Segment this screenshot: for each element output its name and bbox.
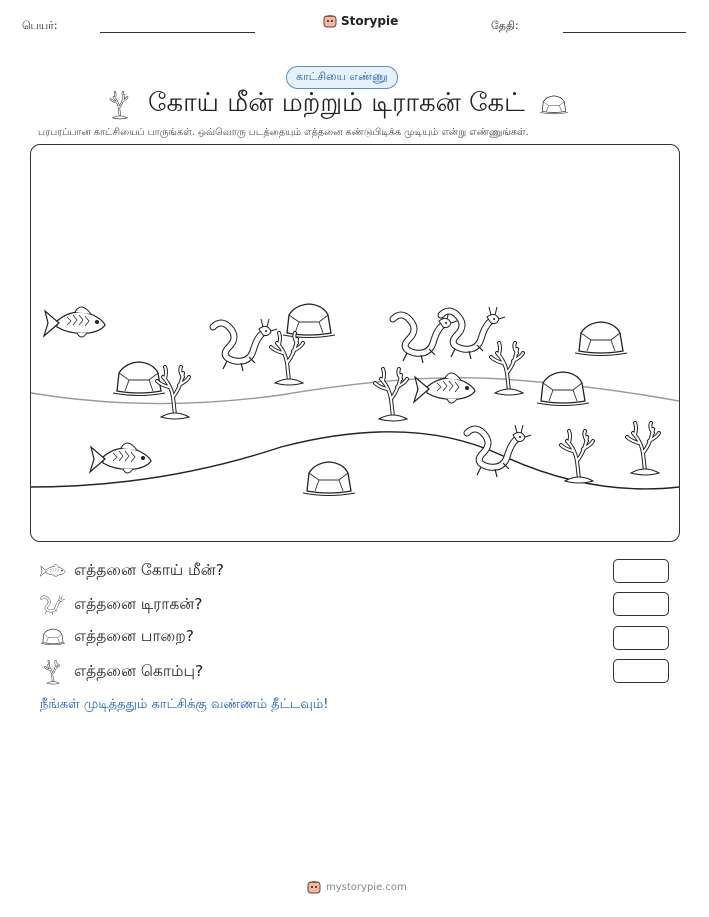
question-row	[40, 626, 194, 648]
antler-coral	[561, 431, 593, 483]
coloring-note: நீங்கள் முடித்ததும் காட்சிக்கு வண்ணம் தீட்டவும்!	[40, 697, 329, 712]
name-line[interactable]	[100, 32, 255, 33]
storypie-logo-icon	[307, 880, 321, 894]
date-line[interactable]	[563, 32, 686, 33]
koi-fish	[44, 307, 105, 337]
question-row	[40, 593, 203, 617]
rock	[303, 462, 355, 496]
dragon-icon	[40, 593, 66, 617]
brand-name: Storypie	[341, 14, 399, 28]
footer-url: mystorypie.com	[326, 881, 407, 893]
question-text: எத்தனை பாறை?	[74, 627, 194, 645]
date-label: தேதி:	[491, 19, 519, 32]
brand-logo	[323, 14, 398, 28]
antler-coral	[157, 367, 189, 419]
koi-fish-icon	[40, 560, 66, 582]
answer-box[interactable]	[613, 592, 669, 616]
storypie-logo-icon	[323, 14, 337, 28]
counting-scene	[30, 144, 680, 542]
footer	[307, 880, 407, 894]
answer-box[interactable]	[613, 559, 669, 583]
page-title-row	[106, 88, 569, 121]
dragon	[213, 319, 277, 371]
rock	[283, 304, 335, 338]
antler-coral	[491, 343, 523, 395]
question-row	[40, 659, 203, 685]
name-label: பெயர்:	[22, 19, 58, 32]
activity-badge: காட்சியை எண்ணு	[286, 66, 398, 89]
antler-coral	[375, 369, 407, 421]
koi-fish	[90, 443, 151, 473]
page-title: கோய் மீன் மற்றும் டிராகன் கேட்	[148, 88, 525, 118]
antler-coral	[271, 333, 303, 385]
antler-coral	[627, 423, 659, 475]
rock-icon	[40, 626, 66, 648]
question-text: எத்தனை கொம்பு?	[74, 662, 204, 680]
answer-box[interactable]	[613, 626, 669, 650]
question-text: எத்தனை டிராகன்?	[74, 595, 203, 613]
question-text: எத்தனை கோய் மீன்?	[74, 561, 224, 579]
antler-coral-icon	[40, 659, 66, 685]
rock-icon	[539, 93, 569, 117]
dragon	[467, 425, 531, 477]
instructions: பரபரப்பான காட்சியைப் பாருங்கள். ஒவ்வொரு படத்தையும் எத்தனை கண்டுபிடிக்க முடியும் என்று எண்ணுங்கள்.	[38, 127, 529, 138]
rock	[575, 322, 627, 356]
rock	[113, 362, 165, 396]
answer-box[interactable]	[613, 659, 669, 683]
question-row	[40, 560, 224, 582]
scene-illustration	[31, 145, 679, 541]
dragon	[393, 311, 457, 363]
antler-coral-icon	[106, 90, 134, 120]
dragon	[441, 307, 505, 359]
rock	[537, 372, 589, 406]
